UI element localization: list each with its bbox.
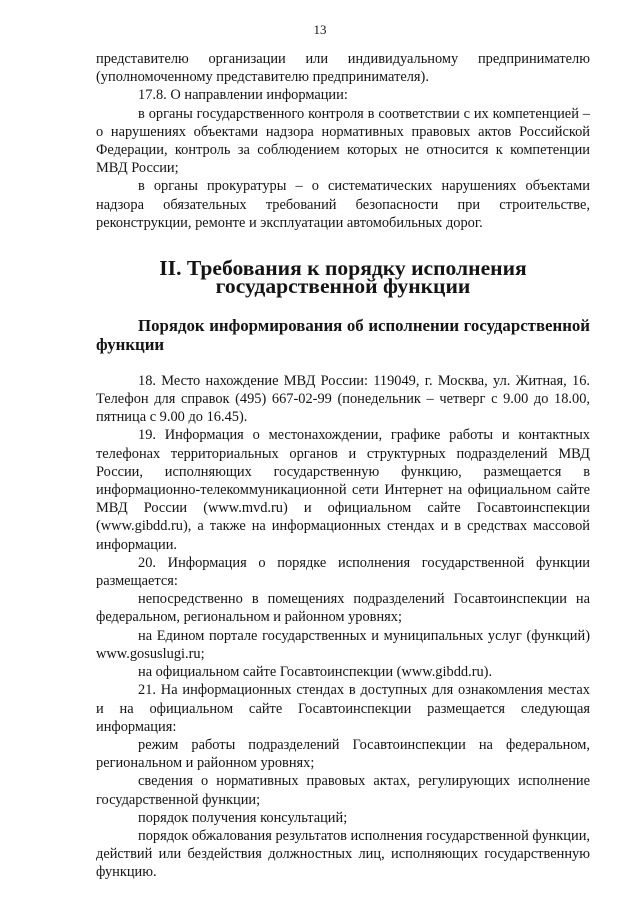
paragraph: на Едином портале государственных и муниципальных услуг (функций) www.gosuslugi.ru; bbox=[96, 627, 590, 662]
paragraph: 17.8. О направлении информации: bbox=[138, 87, 348, 104]
document-body bbox=[96, 50, 590, 882]
paragraph: порядок получения консультаций; bbox=[138, 809, 348, 826]
paragraph: режим работы подразделений Госавтоинспекции на федеральном, региональном и районном уровнях; bbox=[96, 736, 590, 772]
paragraph: в органы государственного контроля в соответствии с их компетенцией – о нарушениях объектами надзора нормативных правовых актов Российской Федерации, контроль за соблюдением которых не относится к компетенции МВД России; bbox=[96, 105, 590, 177]
paragraph: сведения о нормативных правовых актах, регулирующих исполнение государственной функции; bbox=[96, 773, 590, 808]
paragraph: 20. Информация о порядке исполнения государственной функции размещается: bbox=[96, 554, 590, 590]
paragraph: 21. На информационных стендах в доступных для ознакомления местах и на официальном сайте Госавтоинспекции размещается следующая информация: bbox=[96, 682, 590, 735]
subsection-title: Порядок информирования об исполнении государственной функции bbox=[96, 316, 590, 354]
paragraph: порядок обжалования результатов исполнения государственной функции, действий или бездействия должностных лиц, исполняющих государственную функцию. bbox=[96, 827, 590, 881]
section-title: II. Требования к порядку исполнения государственной функции bbox=[159, 256, 527, 299]
paragraph: в органы прокуратуры – о систематических нарушениях объектами надзора обязательных требований безопасности при строительстве, реконструкции, ремонте и эксплуатации автомобильных дорог. bbox=[96, 178, 590, 231]
paragraph: непосредственно в помещениях подразделений Госавтоинспекции на федеральном, региональном и районном уровнях; bbox=[96, 591, 590, 626]
page-number: 13 bbox=[313, 22, 327, 37]
paragraph: 18. Место нахождение МВД России: 119049, г. Москва, ул. Житная, 16. Телефон для справок (495) 667-02-99 (понедельник – четверг с 9.00 до 18.00, пятница с 9.00 до 16.45). bbox=[96, 372, 590, 426]
paragraph: представителю организации или индивидуальному предпринимателю (уполномоченному представителю предпринимателя). bbox=[96, 51, 590, 86]
paragraph: 19. Информация о местонахождении, графике работы и контактных телефонах территориальных органов и структурных подразделений МВД России, исполняющих государственную функцию, размещается в информационно-телекоммуникационной сети Интернет на официальном сайте МВД России (www.mvd.ru) и официальном сайте Госавтоинспекции (www.gibdd.ru), а также на информационных стендах и в средствах массовой информации. bbox=[96, 427, 590, 553]
paragraph: на официальном сайте Госавтоинспекции (www.gibdd.ru). bbox=[138, 664, 493, 681]
